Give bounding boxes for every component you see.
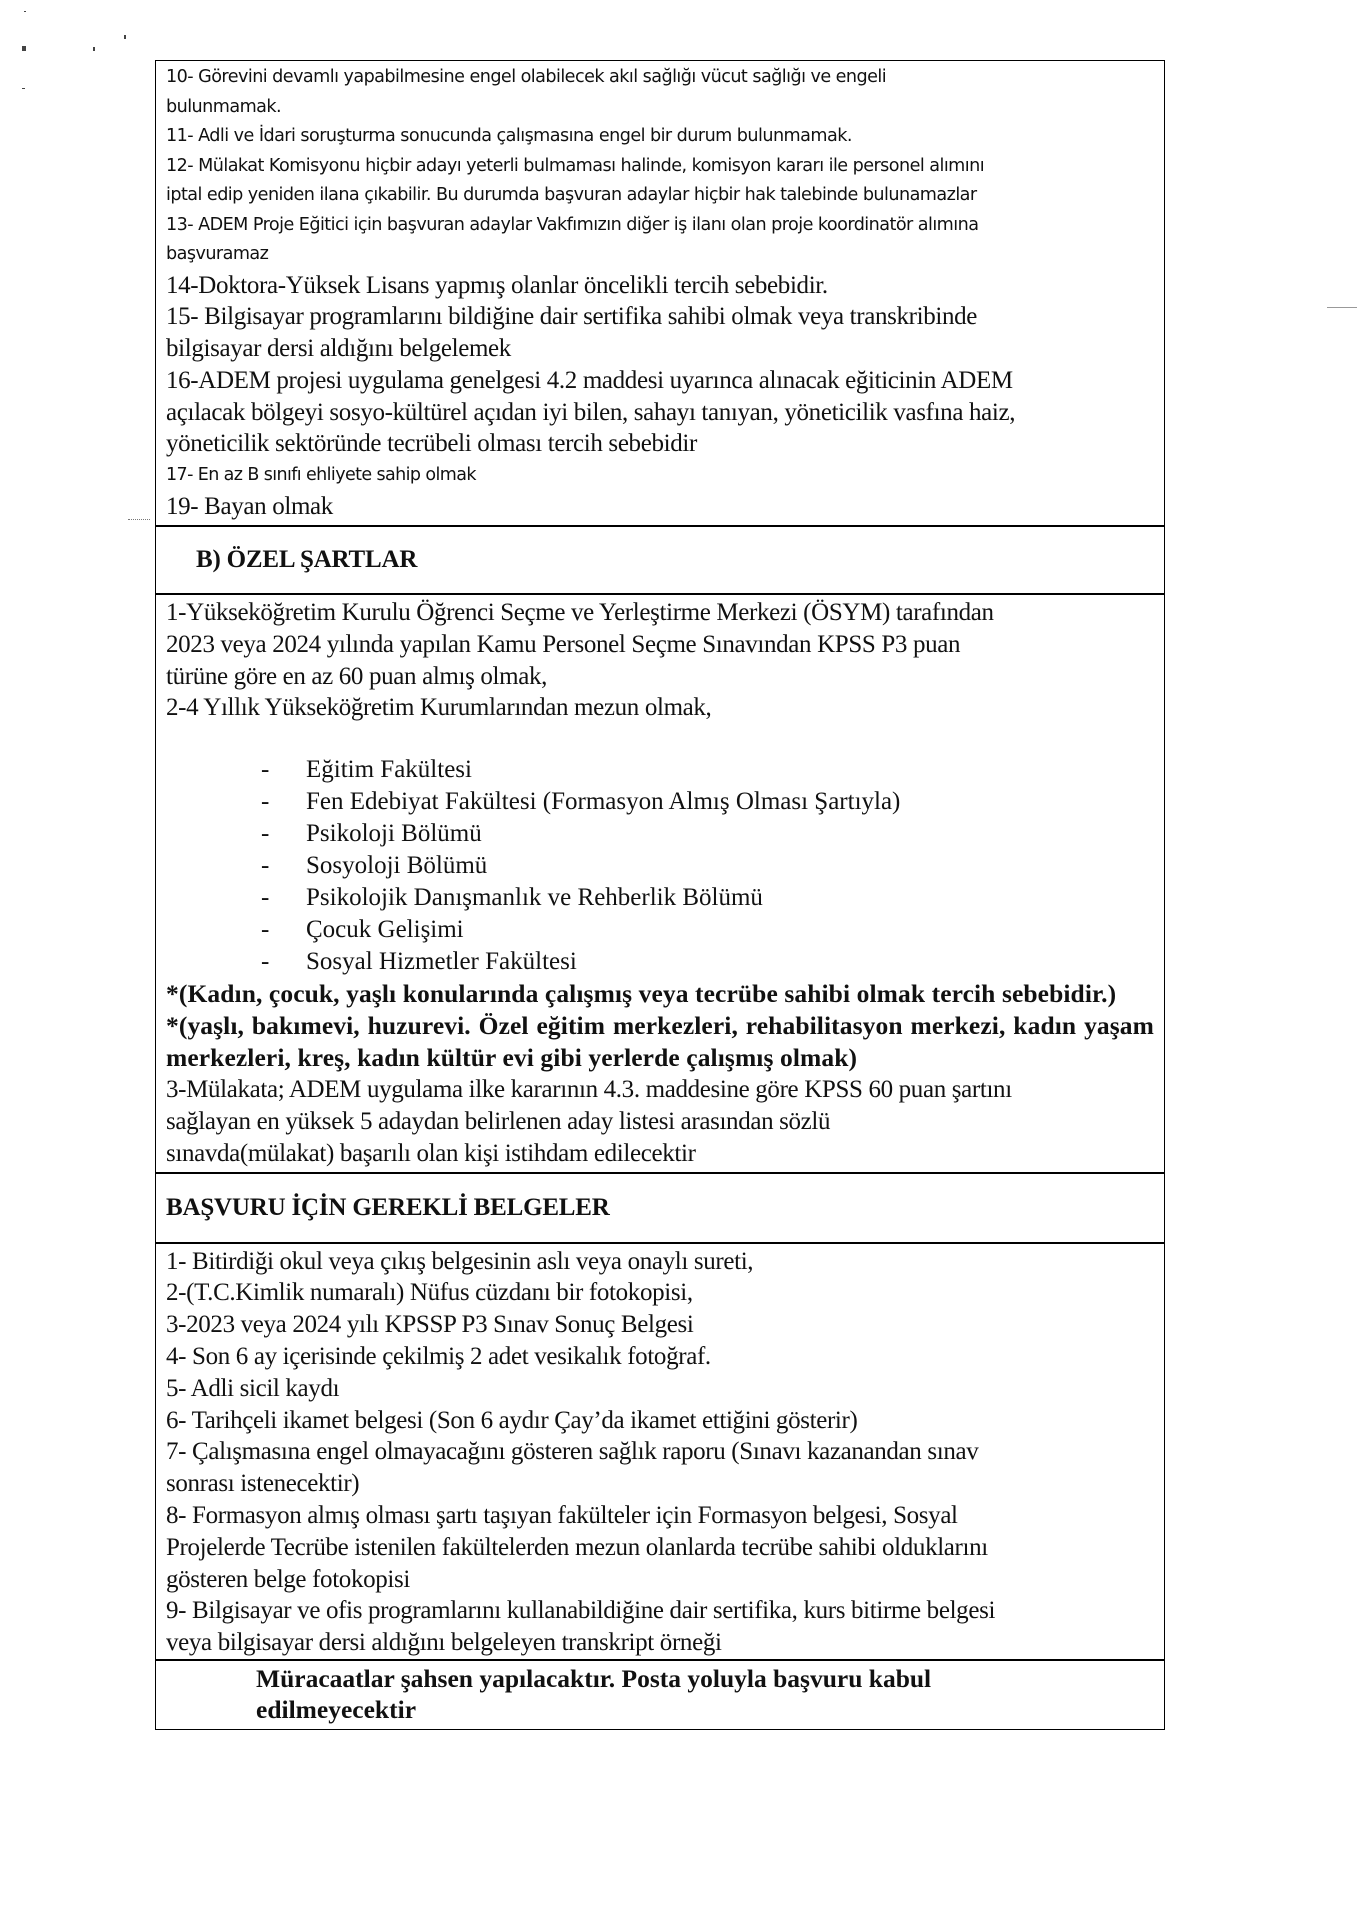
document-item-8 [166,1500,1154,1595]
application-notice [156,1661,1164,1729]
document-item-5 [166,1373,1154,1405]
job-posting-table [155,60,1165,1730]
special-conditions-heading-row [156,527,1164,595]
document-line: Projelerde Tecrübe istenilen fakültelerden mezun olanlarda tecrübe sahibi olduklarını [166,1533,988,1561]
preference-note-1: *(Kadın, çocuk, yaşlı konularında çalışmış veya tecrübe sahibi olmak tercih sebebidir.) [166,979,1117,1009]
notice-line: edilmeyecektir [256,1695,417,1725]
faculty-list-item [261,754,1154,786]
bullet-dash: - [261,948,270,976]
document-item-4 [166,1341,1154,1373]
condition-item-19 [166,491,1154,523]
special-line: 1-Yükseköğretim Kurulu Öğrenci Seçme ve Yerleştirme Merkezi (ÖSYM) tarafından [166,599,994,627]
bullet-dash: - [261,916,270,944]
condition-line: iptal edip yeniden ilana çıkabilir. Bu durumda başvuran adaylar hiçbir hak talebinde bulunamazlar [166,185,977,205]
bullet-dash: - [261,820,270,848]
scan-speck [24,11,26,12]
faculty-list-item [261,818,1154,850]
document-item-9 [166,1595,1154,1659]
condition-line: 10- Görevini devamlı yapabilmesine engel olabilecek akıl sağlığı vücut sağlığı ve engeli [166,67,887,87]
document-item-3 [166,1309,1154,1341]
document-line: 9- Bilgisayar ve ofis programlarını kullanabildiğine dair sertifika, kurs bitirme belgesi [166,1597,996,1625]
condition-item-16 [166,365,1154,460]
condition-item-13 [166,211,1154,270]
document-line: 6- Tarihçeli ikamet belgesi (Son 6 aydır Çay’da ikamet ettiğini gösterir) [166,1406,858,1434]
document-line: veya bilgisayar dersi aldığını belgeleyen transkript örneği [166,1629,722,1657]
scan-speck [22,46,26,51]
document-item-2 [166,1277,1154,1309]
special-line: 2023 veya 2024 yılında yapılan Kamu Personel Seçme Sınavından KPSS P3 puan [166,630,961,658]
condition-line: 12- Mülakat Komisyonu hiçbir adayı yeterli bulmaması halinde, komisyon kararı ile personel alımını [166,155,985,176]
condition-line: 17- En az B sınıfı ehliyete sahip olmak [166,465,476,486]
required-documents-section [156,1244,1164,1661]
document-line: gösteren belge fotokopisi [166,1565,410,1593]
special-line: sınavda(mülakat) başarılı olan kişi istihdam edilecektir [166,1139,696,1167]
faculty-list-item [261,850,1154,882]
bullet-dash: - [261,788,270,816]
document-line: 4- Son 6 ay içerisinde çekilmiş 2 adet vesikalık fotoğraf. [166,1343,711,1371]
faculty-list-item [261,946,1154,978]
margin-dots [128,519,150,520]
bullet-dash: - [261,852,270,880]
condition-line: 19- Bayan olmak [166,493,333,521]
faculty-list-item [261,786,1154,818]
bullet-dash: - [261,884,270,912]
document-line: 2-(T.C.Kimlik numaralı) Nüfus cüzdanı bir fotokopisi, [166,1279,693,1307]
condition-line: açılacak bölgeyi sosyo-kültürel açıdan iyi bilen, sahayı tanıyan, yöneticilik vasfına haiz, [166,398,1016,426]
faculty-name: Psikoloji Bölümü [306,820,482,848]
document-item-1 [166,1246,1154,1278]
section-heading: BAŞVURU İÇİN GEREKLİ BELGELER [166,1193,610,1221]
general-conditions-section [156,61,1164,527]
notice-line: Müracaatlar şahsen yapılacaktır. Posta yoluyla başvuru kabul [256,1664,932,1694]
section-heading: B) ÖZEL ŞARTLAR [196,546,418,574]
condition-item-17 [166,460,1154,491]
bullet-dash: - [261,756,270,784]
faculty-name: Sosyoloji Bölümü [306,852,488,880]
condition-line: başvuramaz [166,244,269,264]
document-line: sonrası istenecektir) [166,1470,360,1498]
required-documents-heading-row [156,1174,1164,1244]
special-line: türüne göre en az 60 puan almış olmak, [166,662,548,690]
scan-speck [93,47,95,51]
faculty-name: Psikolojik Danışmanlık ve Rehberlik Bölümü [306,884,763,912]
condition-line: yöneticilik sektöründe tecrübeli olması tercih sebebidir [166,430,697,458]
condition-line: 14-Doktora-Yüksek Lisans yapmış olanlar öncelikli tercih sebebidir. [166,271,828,299]
special-line: 2-4 Yıllık Yükseköğretim Kurumlarından mezun olmak, [166,694,712,722]
document-line: 1- Bitirdiği okul veya çıkış belgesinin aslı veya onaylı sureti, [166,1247,754,1275]
condition-line: 16-ADEM projesi uygulama genelgesi 4.2 maddesi uyarınca alınacak eğiticinin ADEM [166,366,1013,394]
condition-item-10 [166,63,1154,122]
special-line: 3-Mülakata; ADEM uygulama ilke kararının 4.3. maddesine göre KPSS 60 puan şartını [166,1076,1012,1104]
condition-item-11 [166,122,1154,152]
condition-line: bulunmamak. [166,96,282,117]
faculty-name: Eğitim Fakültesi [306,756,472,784]
special-line: sağlayan en yüksek 5 adaydan belirlenen aday listesi arasından sözlü [166,1108,831,1136]
condition-item-12 [166,152,1154,211]
special-item-3 [166,1074,1154,1169]
document-line: 5- Adli sicil kaydı [166,1374,340,1402]
faculty-name: Çocuk Gelişimi [306,916,464,944]
document-line: 8- Formasyon almış olması şartı taşıyan fakülteler için Formasyon belgesi, Sosyal [166,1502,958,1530]
scan-speck [22,88,25,89]
document-item-6 [166,1405,1154,1437]
special-conditions-section [156,595,1164,1174]
condition-item-15 [166,301,1154,365]
preference-note-2: *(yaşlı, bakımevi, huzurevi. Özel eğitim merkezleri, rehabilitasyon merkezi, kadın yaşam merkezleri, kreş, kadın kültür evi gibi yerlerde çalışmış olmak) [166,1011,1154,1073]
document-line: 3-2023 veya 2024 yılı KPSSP P3 Sınav Sonuç Belgesi [166,1311,694,1339]
faculty-list-item [261,882,1154,914]
condition-line: 15- Bilgisayar programlarını bildiğine dair sertifika sahibi olmak veya transkribinde [166,303,977,331]
document-line: 7- Çalışmasına engel olmayacağını gösteren sağlık raporu (Sınavı kazanandan sınav [166,1438,979,1466]
condition-line: 11- Adli ve İdari soruşturma sonucunda çalışmasına engel bir durum bulunmamak. [166,126,852,146]
special-item-1 [166,597,1154,724]
document-item-7 [166,1436,1154,1500]
faculty-list [166,724,1154,978]
faculty-name: Fen Edebiyat Fakültesi (Formasyon Almış Olması Şartıyla) [306,788,901,816]
condition-item-14 [166,270,1154,302]
condition-line: bilgisayar dersi aldığını belgelemek [166,335,511,363]
scan-speck [124,35,126,39]
faculty-name: Sosyal Hizmetler Fakültesi [306,948,577,976]
margin-mark [1327,307,1357,308]
faculty-list-item [261,914,1154,946]
condition-line: 13- ADEM Proje Eğitici için başvuran adaylar Vakfımızın diğer iş ilanı olan proje koordinatör alımına [166,214,979,235]
